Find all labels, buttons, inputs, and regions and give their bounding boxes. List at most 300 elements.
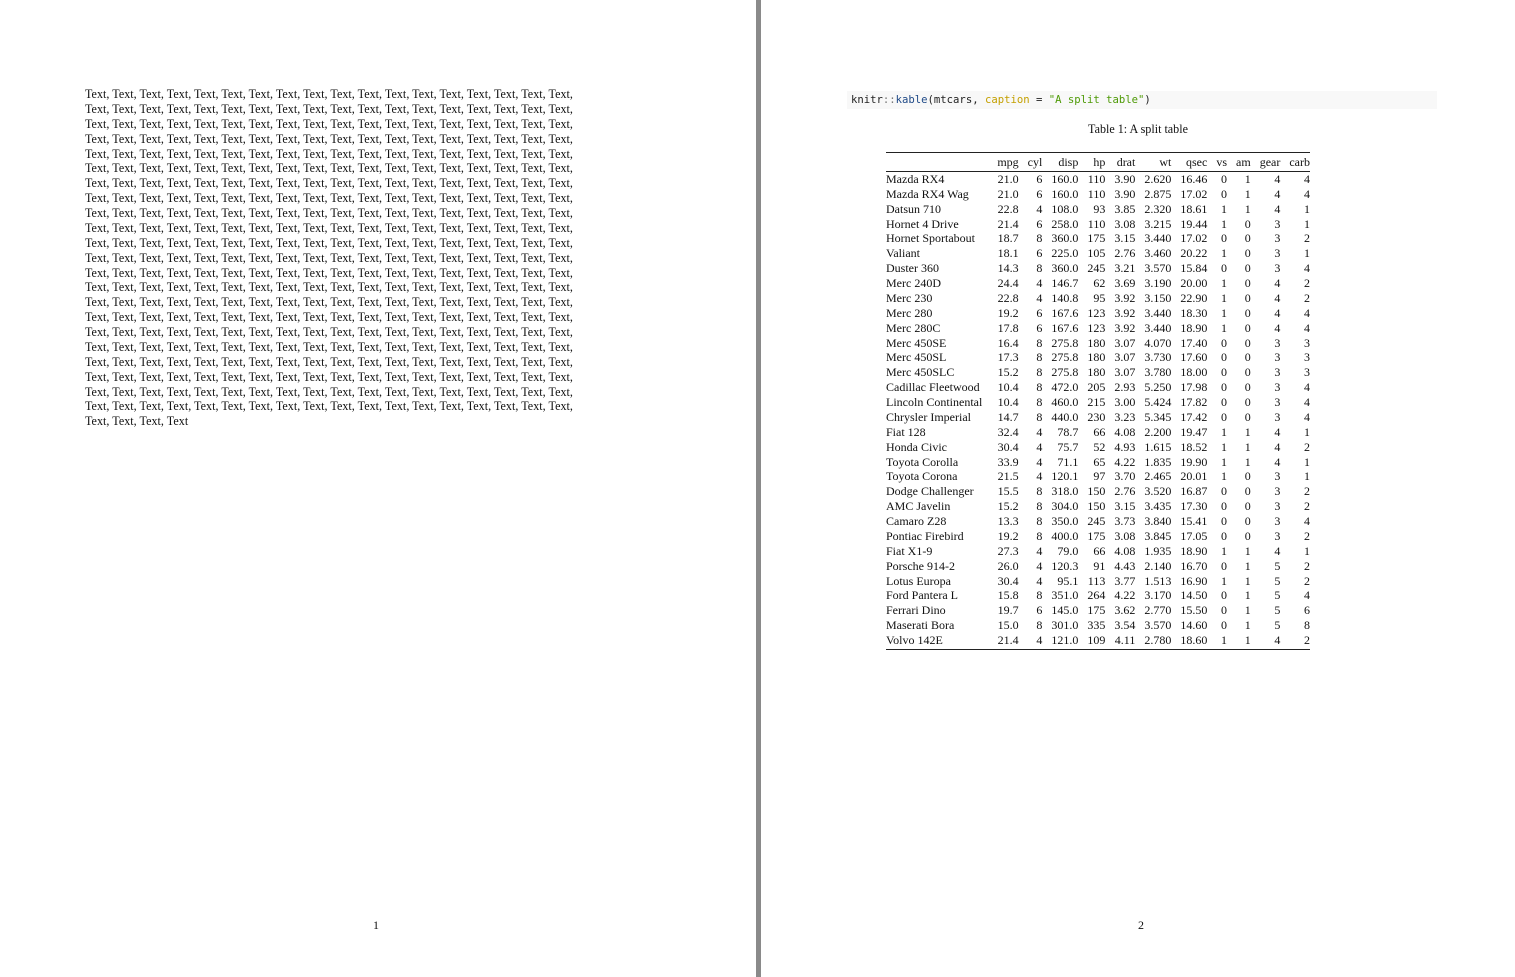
- table-cell-car-name: Volvo 142E: [886, 633, 988, 649]
- table-cell: 66: [1093, 424, 1106, 439]
- table-cell: 1: [1244, 454, 1251, 469]
- table-cell: 3.92: [1114, 290, 1136, 305]
- table-cell: 0: [1244, 395, 1251, 409]
- table-cell: 18.1: [997, 246, 1019, 261]
- table-cell: 97: [1093, 469, 1106, 484]
- table-cell: 27.3: [997, 543, 1019, 558]
- table-cell-car-name: Merc 450SLC: [886, 365, 955, 380]
- table-cell: 1: [1244, 573, 1251, 588]
- table-cell: 1: [1304, 469, 1310, 484]
- table-row: [886, 187, 1310, 202]
- table-cell: 245: [1087, 261, 1106, 276]
- table-cell: 275.8: [1051, 335, 1079, 350]
- table-cell: 0: [1221, 499, 1228, 514]
- table-cell: 0: [1244, 231, 1251, 246]
- table-cell: 17.8: [997, 320, 1019, 335]
- table-cell: 0: [1244, 365, 1251, 380]
- table-cell: 1.513: [1144, 573, 1172, 588]
- table-cell: 8: [1036, 588, 1043, 603]
- paragraph-line: Text, Text, Text, Text, Text, Text, Text, Text, Text, Text, Text, Text, Text, Text, Text, Text, Text, Text,: [85, 369, 573, 384]
- table-cell: 1: [1221, 573, 1228, 588]
- table-row: [886, 514, 1310, 529]
- table-cell: 4: [1036, 424, 1043, 439]
- table-cell: 2.200: [1144, 424, 1172, 439]
- paragraph-line: Text, Text, Text, Text, Text, Text, Text, Text, Text, Text, Text, Text, Text, Text, Text, Text, Text, Text,: [85, 131, 573, 146]
- table-row: [886, 261, 1310, 276]
- table-cell: 0: [1244, 350, 1251, 365]
- table-cell-car-name: AMC Javelin: [886, 499, 951, 514]
- table-cell: 4: [1274, 320, 1281, 335]
- table-cell: 3: [1274, 365, 1281, 380]
- table-cell: 22.8: [997, 201, 1019, 216]
- table-cell: 4: [1274, 424, 1281, 439]
- table-cell: 2.140: [1144, 558, 1172, 573]
- table-cell: 24.4: [997, 276, 1019, 290]
- table-cell: 2.93: [1114, 380, 1136, 395]
- table-cell: 258.0: [1051, 216, 1079, 231]
- table-cell: 52: [1093, 439, 1106, 454]
- table-cell: 264: [1087, 588, 1106, 603]
- table-row: [886, 365, 1310, 380]
- table-row: [886, 171, 1310, 186]
- table-cell: 21.5: [997, 469, 1019, 484]
- table-cell: 15.50: [1180, 603, 1208, 618]
- table-cell: 3.435: [1144, 499, 1172, 514]
- table-cell: 160.0: [1051, 186, 1079, 201]
- table-cell: 225.0: [1051, 246, 1079, 261]
- table-cell: 15.2: [997, 499, 1019, 514]
- table-cell: 3: [1304, 365, 1310, 380]
- table-cell: 0: [1221, 261, 1228, 276]
- table-cell-car-name: Lotus Europa: [886, 573, 951, 588]
- table-cell: 4: [1036, 439, 1043, 454]
- table-cell: 95: [1093, 290, 1106, 305]
- table-row: [886, 574, 1310, 589]
- column-header-gear: gear: [1251, 153, 1281, 172]
- code-argument-name: caption: [984, 94, 1030, 106]
- table-cell: 6: [1036, 305, 1043, 320]
- table-cell: 17.30: [1180, 499, 1208, 514]
- table-cell: 4.070: [1144, 335, 1172, 350]
- table-cell: 20.22: [1180, 246, 1208, 261]
- table-cell: 15.2: [997, 365, 1019, 380]
- table-cell: 3.21: [1114, 261, 1136, 276]
- table-cell: 460.0: [1051, 395, 1079, 409]
- table-cell: 22.90: [1180, 290, 1208, 305]
- table-cell: 1: [1244, 543, 1251, 558]
- column-header-drat: drat: [1105, 153, 1135, 172]
- table-cell: 1: [1244, 439, 1251, 454]
- table-cell: 75.7: [1057, 439, 1079, 454]
- table-cell: 0: [1244, 216, 1251, 231]
- table-cell: 3.440: [1144, 305, 1172, 320]
- table-cell: 2: [1304, 231, 1310, 246]
- table-cell: 1: [1244, 603, 1251, 618]
- table-cell: 4: [1036, 454, 1043, 469]
- table-cell: 19.2: [997, 528, 1019, 543]
- table-cell: 3.730: [1144, 350, 1172, 365]
- table-cell: 14.7: [997, 409, 1019, 424]
- table-cell-car-name: Maserati Bora: [886, 618, 955, 633]
- table-cell: 1: [1221, 543, 1228, 558]
- table-cell: 5.345: [1144, 409, 1172, 424]
- table-cell: 0: [1244, 320, 1251, 335]
- table-row: [886, 380, 1310, 395]
- table-cell: 5: [1274, 603, 1281, 618]
- table-cell: 2.620: [1144, 171, 1172, 186]
- table-cell: 18.00: [1180, 365, 1208, 380]
- table-body: [886, 171, 1310, 649]
- table-cell: 3.00: [1114, 395, 1136, 409]
- table-cell: 2: [1304, 558, 1310, 573]
- table-cell-car-name: Toyota Corona: [886, 469, 958, 484]
- table-cell: 175: [1087, 603, 1106, 618]
- table-cell: 6: [1304, 603, 1310, 618]
- table-cell: 15.8: [997, 588, 1019, 603]
- table-cell: 4.93: [1114, 439, 1136, 454]
- table-cell: 275.8: [1051, 365, 1079, 380]
- column-header-hp: hp: [1078, 153, 1105, 172]
- paragraph-line: Text, Text, Text, Text, Text, Text, Text, Text, Text, Text, Text, Text, Text, Text, Text, Text, Text, Text,: [85, 339, 573, 354]
- table-cell: 4: [1274, 454, 1281, 469]
- table-cell: 108.0: [1051, 201, 1079, 216]
- table-row: [886, 246, 1310, 261]
- table-cell: 18.7: [997, 231, 1019, 246]
- table-cell: 3: [1274, 246, 1281, 261]
- table-cell: 1: [1304, 454, 1310, 469]
- table-cell: 3.150: [1144, 290, 1172, 305]
- table-cell: 17.42: [1180, 409, 1208, 424]
- table-cell: 123: [1087, 320, 1106, 335]
- table-cell: 0: [1244, 380, 1251, 395]
- table-cell: 1: [1221, 276, 1228, 290]
- table-cell: 0: [1244, 528, 1251, 543]
- table-cell: 8: [1036, 499, 1043, 514]
- table-cell: 18.30: [1180, 305, 1208, 320]
- table-cell: 8: [1304, 618, 1310, 633]
- paragraph-line: Text, Text, Text, Text, Text, Text, Text, Text, Text, Text, Text, Text, Text, Text, Text, Text, Text, Text,: [85, 206, 573, 220]
- table-cell-car-name: Cadillac Fleetwood: [886, 380, 980, 395]
- table-row: [886, 425, 1310, 440]
- table-cell: 4: [1304, 305, 1310, 320]
- table-cell: 0: [1244, 499, 1251, 514]
- table-cell: 3.190: [1144, 276, 1172, 290]
- table-cell: 19.2: [997, 305, 1019, 320]
- table-cell-car-name: Duster 360: [886, 261, 939, 276]
- table-cell: 0: [1244, 409, 1251, 424]
- table-cell: 5: [1274, 573, 1281, 588]
- table-row: [886, 618, 1310, 633]
- table-cell: 4: [1304, 380, 1310, 395]
- table-cell: 33.9: [997, 454, 1019, 469]
- table-cell: 20.00: [1180, 276, 1208, 290]
- table-cell: 8: [1036, 409, 1043, 424]
- table-cell: 3: [1274, 514, 1281, 528]
- table-cell: 0: [1221, 514, 1228, 528]
- table-cell: 3: [1274, 528, 1281, 543]
- table-cell: 4: [1274, 439, 1281, 454]
- table-cell: 18.90: [1180, 320, 1208, 335]
- table-cell: 3.845: [1144, 528, 1172, 543]
- table-cell-car-name: Hornet 4 Drive: [886, 216, 959, 231]
- table-cell: 3: [1304, 350, 1310, 365]
- table-cell: 3.08: [1114, 216, 1136, 231]
- table-cell: 180: [1087, 335, 1106, 350]
- table-cell: 17.40: [1180, 335, 1208, 350]
- table-cell: 16.87: [1180, 484, 1208, 499]
- table-row: [886, 202, 1310, 217]
- table-cell: 3.92: [1114, 305, 1136, 320]
- table-cell: 0: [1244, 246, 1251, 261]
- table-cell: 21.0: [997, 171, 1019, 186]
- table-cell: 16.4: [997, 335, 1019, 350]
- table-row: [886, 276, 1310, 291]
- table-cell-car-name: Merc 240D: [886, 276, 941, 290]
- table-cell: 18.90: [1180, 543, 1208, 558]
- code-function: kable: [895, 94, 928, 106]
- table-cell: 6: [1036, 186, 1043, 201]
- table-cell: 175: [1087, 528, 1106, 543]
- table-cell-car-name: Porsche 914-2: [886, 558, 955, 573]
- table-cell: 145.0: [1051, 603, 1079, 618]
- table-cell: 26.0: [997, 558, 1019, 573]
- table-cell: 16.46: [1180, 171, 1208, 186]
- table-cell: 4.08: [1114, 543, 1136, 558]
- paragraph-line: Text, Text, Text, Text: [85, 414, 189, 429]
- table-cell: 1: [1221, 290, 1228, 305]
- table-cell: 1: [1244, 618, 1251, 633]
- table-cell-car-name: Merc 230: [886, 290, 933, 305]
- table-cell: 3.85: [1114, 201, 1136, 216]
- table-row: [886, 350, 1310, 365]
- paragraph-line: Text, Text, Text, Text, Text, Text, Text, Text, Text, Text, Text, Text, Text, Text, Text, Text, Text, Text,: [85, 384, 573, 399]
- table-cell: 167.6: [1051, 305, 1079, 320]
- table-cell: 14.60: [1180, 618, 1208, 633]
- table-cell: 180: [1087, 350, 1106, 365]
- table-cell: 13.3: [997, 514, 1019, 528]
- table-cell: 120.1: [1051, 469, 1079, 484]
- table-cell: 1: [1244, 588, 1251, 603]
- table-cell: 113: [1087, 573, 1106, 588]
- table-cell: 1: [1221, 469, 1228, 484]
- table-cell: 30.4: [997, 439, 1019, 454]
- table-cell: 3: [1304, 335, 1310, 350]
- code-namespace: knitr: [851, 94, 883, 106]
- table-cell: 110: [1087, 216, 1106, 231]
- table-cell: 66: [1093, 543, 1106, 558]
- table-cell: 3: [1274, 469, 1281, 484]
- table-cell: 3.840: [1144, 514, 1172, 528]
- table-cell-car-name: Fiat 128: [886, 424, 926, 439]
- table-cell: 4: [1036, 469, 1043, 484]
- code-line: [851, 93, 1151, 107]
- table-cell: 3.62: [1114, 603, 1136, 618]
- table-row: [886, 588, 1310, 603]
- paragraph-line: Text, Text, Text, Text, Text, Text, Text, Text, Text, Text, Text, Text, Text, Text, Text, Text, Text, Text,: [85, 399, 573, 414]
- table-cell: 15.41: [1180, 514, 1208, 528]
- paragraph-line: Text, Text, Text, Text, Text, Text, Text, Text, Text, Text, Text, Text, Text, Text, Text, Text, Text, Text,: [85, 295, 573, 310]
- table-row: [886, 455, 1310, 470]
- table-cell: 6: [1036, 320, 1043, 335]
- table-cell: 5: [1274, 558, 1281, 573]
- table-cell: 17.82: [1180, 395, 1208, 409]
- table-row: [886, 440, 1310, 455]
- table-cell: 3: [1274, 335, 1281, 350]
- table-cell: 2: [1280, 633, 1310, 649]
- table-cell: 10.4: [997, 380, 1019, 395]
- table-row: [886, 529, 1310, 544]
- table-cell: 6: [1036, 603, 1043, 618]
- table-cell: 121.0: [1042, 633, 1078, 649]
- table-cell: 3: [1274, 395, 1281, 409]
- table-cell: 1: [1221, 439, 1228, 454]
- table-cell: 21.4: [997, 216, 1019, 231]
- table-row: [886, 410, 1310, 425]
- table-row: [886, 306, 1310, 321]
- table-cell: 1: [1221, 454, 1228, 469]
- table-cell: 16.70: [1180, 558, 1208, 573]
- table-cell: 3: [1274, 216, 1281, 231]
- table-row: [886, 469, 1310, 484]
- table-cell: 4: [1274, 276, 1281, 290]
- table-row: [886, 484, 1310, 499]
- table-cell: 1: [1304, 424, 1310, 439]
- table-row: [886, 231, 1310, 246]
- column-header-carb: carb: [1280, 153, 1310, 172]
- table-cell: 4: [1304, 409, 1310, 424]
- table-cell: 0: [1221, 603, 1228, 618]
- table-row: [886, 633, 1310, 649]
- table-cell: 15.0: [997, 618, 1019, 633]
- table-cell: 1: [1244, 424, 1251, 439]
- table-cell: 109: [1078, 633, 1105, 649]
- paragraph-line: Text, Text, Text, Text, Text, Text, Text, Text, Text, Text, Text, Text, Text, Text, Text, Text, Text, Text,: [85, 354, 573, 369]
- table-cell: 205: [1087, 380, 1106, 395]
- table-cell: 3.07: [1114, 350, 1136, 365]
- table-cell-car-name: Valiant: [886, 246, 920, 261]
- table-cell: 1: [1304, 201, 1310, 216]
- table-cell: 167.6: [1051, 320, 1079, 335]
- table-cell: 17.60: [1180, 350, 1208, 365]
- table-cell-car-name: Mazda RX4: [886, 171, 945, 186]
- table-cell: 95.1: [1057, 573, 1079, 588]
- table-cell: 0: [1221, 365, 1228, 380]
- table-cell: 78.7: [1057, 424, 1079, 439]
- column-header-mpg: mpg: [988, 153, 1018, 172]
- table-cell: 4: [1274, 305, 1281, 320]
- table-cell: 0: [1244, 335, 1251, 350]
- table-cell: 1: [1227, 633, 1251, 649]
- table-cell: 2: [1304, 499, 1310, 514]
- table-cell: 1: [1221, 201, 1228, 216]
- table-cell: 4: [1304, 261, 1310, 276]
- table-cell: 3.15: [1114, 231, 1136, 246]
- code-block: [847, 91, 1437, 109]
- table-cell: 8: [1036, 350, 1043, 365]
- table-cell: 4: [1274, 186, 1281, 201]
- table-cell: 3.92: [1114, 320, 1136, 335]
- table-cell: 4.22: [1114, 454, 1136, 469]
- paragraph-line: Text, Text, Text, Text, Text, Text, Text, Text, Text, Text, Text, Text, Text, Text, Text, Text, Text, Text,: [85, 176, 573, 191]
- table-cell: 1: [1207, 633, 1227, 649]
- table-cell: 1: [1221, 305, 1228, 320]
- table-cell: 301.0: [1051, 618, 1079, 633]
- table-cell: 3.780: [1144, 365, 1172, 380]
- table-cell: 30.4: [997, 573, 1019, 588]
- table-cell: 3.77: [1114, 573, 1136, 588]
- table-cell: 62: [1093, 276, 1106, 290]
- table-cell: 2: [1304, 290, 1310, 305]
- table-cell: 440.0: [1051, 409, 1079, 424]
- table-cell: 3: [1274, 350, 1281, 365]
- table-cell: 4.11: [1105, 633, 1135, 649]
- table-cell: 360.0: [1051, 261, 1079, 276]
- table-cell: 19.44: [1180, 216, 1208, 231]
- table-cell: 230: [1087, 409, 1106, 424]
- code-string: "A split table": [1048, 94, 1145, 106]
- table-cell: 19.90: [1180, 454, 1208, 469]
- table-cell: 4: [1304, 320, 1310, 335]
- table-cell: 3.570: [1144, 261, 1172, 276]
- table-cell: 1: [1304, 216, 1310, 231]
- table-cell: 4: [1304, 514, 1310, 528]
- table-cell-car-name: Hornet Sportabout: [886, 231, 975, 246]
- table-cell: 110: [1087, 171, 1106, 186]
- table-cell-car-name: Honda Civic: [886, 439, 947, 454]
- table-cell: 4: [1304, 588, 1310, 603]
- table-cell: 472.0: [1051, 380, 1079, 395]
- table-cell: 8: [1036, 335, 1043, 350]
- table-cell: 91: [1093, 558, 1106, 573]
- paragraph-line: Text, Text, Text, Text, Text, Text, Text, Text, Text, Text, Text, Text, Text, Text, Text, Text, Text, Text,: [85, 220, 573, 235]
- table-cell: 1: [1244, 186, 1251, 201]
- table-cell: 1.935: [1144, 543, 1172, 558]
- paragraph-line: Text, Text, Text, Text, Text, Text, Text, Text, Text, Text, Text, Text, Text, Text, Text, Text, Text, Text,: [85, 101, 573, 116]
- table-cell: 21.0: [997, 186, 1019, 201]
- table-cell: 3.90: [1114, 186, 1136, 201]
- table-cell: 0: [1221, 588, 1228, 603]
- table-cell-car-name: Merc 450SL: [886, 350, 947, 365]
- table-cell: 150: [1087, 484, 1106, 499]
- table-cell-car-name: Ferrari Dino: [886, 603, 946, 618]
- table-cell: 1.615: [1144, 439, 1172, 454]
- table-cell: 3.170: [1144, 588, 1172, 603]
- paragraph-line: Text, Text, Text, Text, Text, Text, Text, Text, Text, Text, Text, Text, Text, Text, Text, Text, Text, Text,: [85, 235, 573, 250]
- paragraph-line: Text, Text, Text, Text, Text, Text, Text, Text, Text, Text, Text, Text, Text, Text, Text, Text, Text, Text,: [85, 191, 573, 206]
- table-cell: 3: [1274, 484, 1281, 499]
- table-cell: 0: [1244, 484, 1251, 499]
- table-cell: 19.47: [1180, 424, 1208, 439]
- table-cell: 3.70: [1114, 469, 1136, 484]
- table-cell: 8: [1036, 380, 1043, 395]
- table-cell-car-name: Toyota Corolla: [886, 454, 959, 469]
- page-number: 1: [373, 918, 379, 932]
- table-cell: 0: [1221, 350, 1228, 365]
- table-cell-car-name: Mazda RX4 Wag: [886, 186, 969, 201]
- table-row: [886, 395, 1310, 410]
- code-args-close: ): [1144, 94, 1151, 106]
- table-cell: 2.875: [1144, 186, 1172, 201]
- table-caption: Table 1: A split table: [1088, 122, 1188, 136]
- table-cell: 8: [1036, 618, 1043, 633]
- table-cell: 180: [1087, 365, 1106, 380]
- code-args-open: (mtcars,: [927, 94, 985, 106]
- table-cell: 110: [1087, 186, 1106, 201]
- body-paragraph: [85, 87, 675, 429]
- table-cell: 0: [1221, 618, 1228, 633]
- table-cell: 0: [1221, 409, 1228, 424]
- table-row: [886, 321, 1310, 336]
